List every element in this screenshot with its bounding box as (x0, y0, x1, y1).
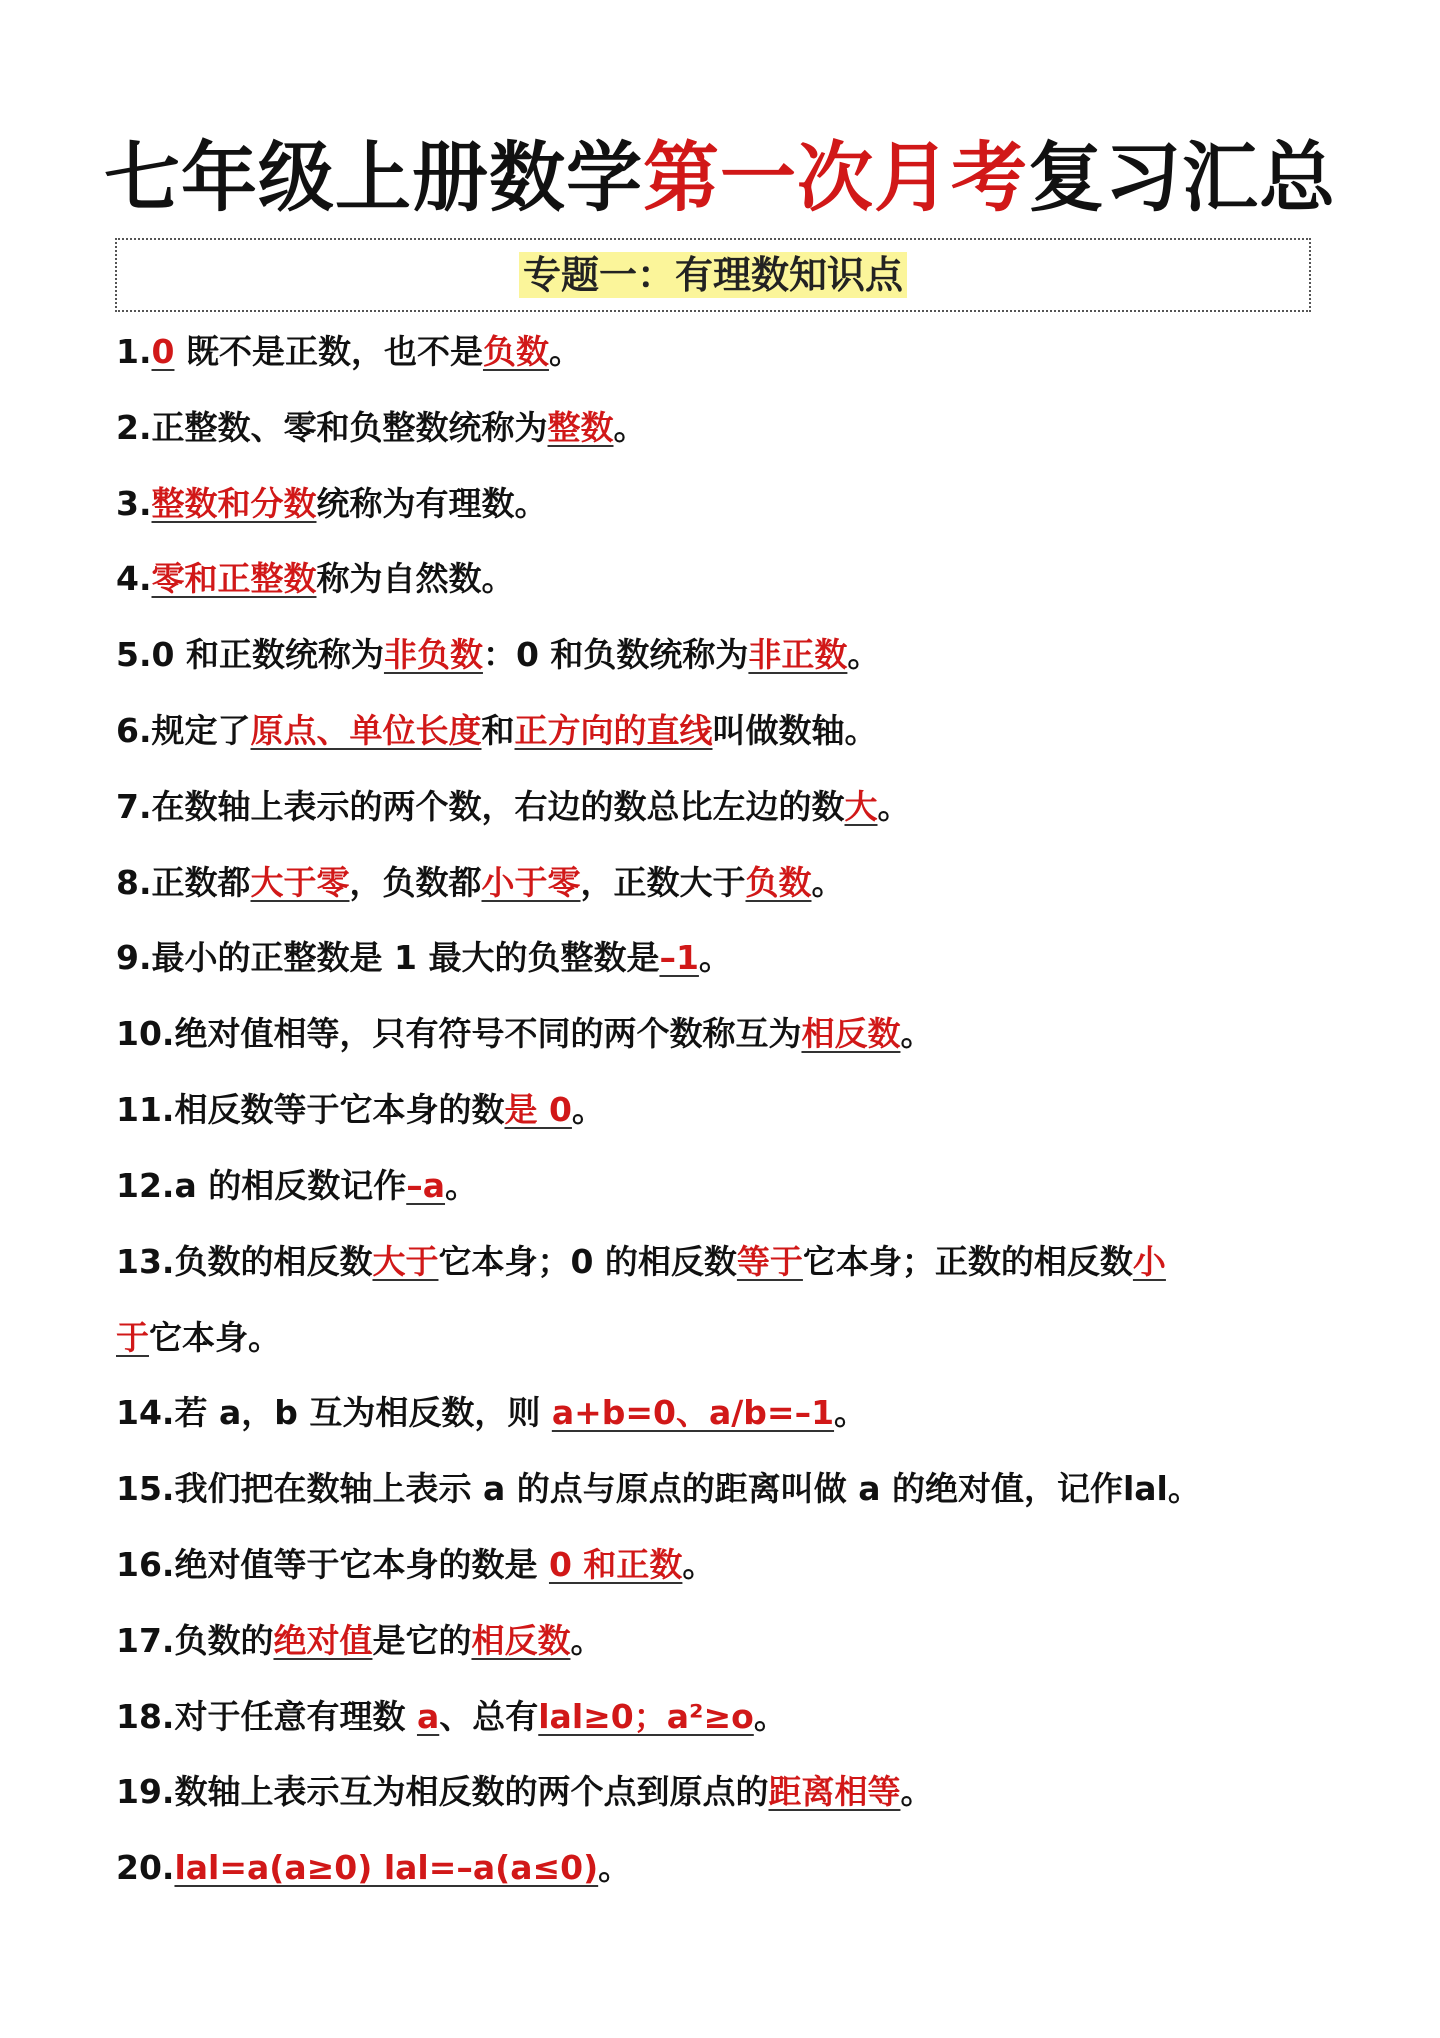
item-text: 相反数等于它本身的数 (174, 1090, 505, 1129)
answer-text: 非负数 (383, 635, 483, 674)
item-text: 和 (481, 711, 515, 750)
item-text: 它本身。 (149, 1318, 281, 1357)
answer-text: 相反数 (801, 1014, 901, 1053)
answer-text: 原点、单位长度 (250, 711, 482, 750)
answer-text: 负数 (745, 863, 812, 902)
knowledge-item (116, 785, 911, 829)
item-number: 10. (116, 1014, 175, 1053)
item-text: 叫做数轴。 (712, 711, 878, 750)
item-text: 。 (847, 635, 881, 674)
item-text: 称为自然数。 (316, 559, 515, 598)
item-text: 正整数、零和负整数统称为 (151, 408, 548, 447)
item-text: 在数轴上表示的两个数，右边的数总比左边的数 (151, 787, 845, 826)
knowledge-item (116, 1391, 867, 1435)
item-number: 13. (116, 1242, 175, 1281)
item-text: 。 (753, 1697, 787, 1736)
item-text: 。 (445, 1166, 479, 1205)
item-number: 12. (116, 1166, 175, 1205)
answer-text: a+b=0、a/b=–1 (551, 1393, 835, 1432)
knowledge-item (116, 1619, 603, 1663)
knowledge-item (116, 557, 515, 601)
knowledge-item (116, 1695, 787, 1739)
item-text: 我们把在数轴上表示 a 的点与原点的距离叫做 a 的绝对值，记作lal。 (174, 1469, 1201, 1508)
knowledge-item (116, 633, 880, 677)
item-text: 、总有 (439, 1697, 539, 1736)
item-text: 它本身；0 的相反数 (438, 1242, 737, 1281)
knowledge-item (116, 1164, 478, 1208)
answer-text: 相反数 (471, 1621, 571, 1660)
item-text: 既不是正数，也不是 (174, 332, 483, 371)
item-text: 。 (900, 1014, 934, 1053)
item-text: 统称为有理数。 (316, 484, 548, 523)
answer-text: –1 (659, 938, 699, 977)
knowledge-item (116, 936, 732, 980)
answer-text: 距离相等 (768, 1772, 901, 1811)
answer-text: 绝对值 (273, 1621, 373, 1660)
answer-text: lal=a(a≥0) lal=–a(a≤0) (174, 1848, 599, 1887)
topic-label: 专题一：有理数知识点 (519, 252, 907, 298)
knowledge-item (116, 482, 548, 526)
item-text: 绝对值等于它本身的数是 (174, 1545, 549, 1584)
item-number: 7. (116, 787, 152, 826)
item-text: 最小的正整数是 1 最大的负整数是 (151, 938, 660, 977)
answer-text: –a (406, 1166, 446, 1205)
knowledge-item (116, 1770, 933, 1814)
answer-text: 于 (116, 1318, 149, 1357)
item-text: ：0 和负数统称为 (482, 635, 749, 674)
answer-text: 是 0 (504, 1090, 572, 1129)
item-number: 20. (116, 1848, 175, 1887)
item-text: 是它的 (372, 1621, 472, 1660)
item-text: 。 (598, 1848, 632, 1887)
item-text: 。 (613, 408, 647, 447)
knowledge-item (116, 1012, 933, 1056)
knowledge-item (116, 330, 582, 374)
knowledge-item (116, 1846, 631, 1890)
item-number: 16. (116, 1545, 175, 1584)
knowledge-item (116, 1316, 281, 1360)
answer-text: 小 (1132, 1242, 1166, 1281)
knowledge-item (116, 861, 845, 905)
item-text: 负数的 (174, 1621, 274, 1660)
answer-text: 负数 (482, 332, 549, 371)
answer-text: lal≥0；a²≥o (538, 1697, 754, 1736)
title-part-2: 第一次月考 (643, 133, 1028, 222)
item-number: 5. (116, 635, 152, 674)
answer-text: a (416, 1697, 440, 1736)
item-number: 17. (116, 1621, 175, 1660)
item-text: 。 (682, 1545, 716, 1584)
item-text: ，负数都 (349, 863, 482, 902)
answer-text: 零和正整数 (151, 559, 317, 598)
item-text: 。 (548, 332, 582, 371)
knowledge-item (116, 1543, 715, 1587)
item-text: a 的相反数记作 (174, 1166, 407, 1205)
item-text: 负数的相反数 (174, 1242, 373, 1281)
knowledge-item (116, 1467, 1201, 1511)
answer-text: 0 (151, 332, 175, 371)
item-text: 。 (698, 938, 732, 977)
item-number: 4. (116, 559, 152, 598)
item-text: 绝对值相等，只有符号不同的两个数称互为 (174, 1014, 802, 1053)
answer-text: 大于零 (250, 863, 350, 902)
title-part-3: 复习汇总 (1028, 133, 1336, 222)
item-number: 2. (116, 408, 152, 447)
item-number: 19. (116, 1772, 175, 1811)
item-number: 6. (116, 711, 152, 750)
answer-text: 小于零 (481, 863, 581, 902)
item-text: 。 (570, 1621, 604, 1660)
item-text: 。 (834, 1393, 868, 1432)
item-number: 1. (116, 332, 152, 371)
item-text: 。 (900, 1772, 934, 1811)
item-text: 。 (811, 863, 845, 902)
item-number: 8. (116, 863, 152, 902)
title-part-1: 七年级上册数学 (104, 133, 643, 222)
knowledge-item (116, 406, 647, 450)
item-text: 它本身；正数的相反数 (802, 1242, 1133, 1281)
answer-text: 大于 (372, 1242, 439, 1281)
item-number: 15. (116, 1469, 175, 1508)
answer-text: 整数 (547, 408, 614, 447)
knowledge-item (116, 709, 878, 753)
topic-box (115, 238, 1311, 312)
answer-text: 等于 (736, 1242, 803, 1281)
item-text: 对于任意有理数 (174, 1697, 417, 1736)
item-text: 。 (571, 1090, 605, 1129)
item-number: 18. (116, 1697, 175, 1736)
answer-text: 正方向的直线 (514, 711, 713, 750)
knowledge-item (116, 1088, 605, 1132)
answer-text: 0 和正数 (548, 1545, 683, 1584)
item-number: 9. (116, 938, 152, 977)
item-text: 。 (877, 787, 911, 826)
item-text: ，正数大于 (580, 863, 746, 902)
item-text: 数轴上表示互为相反数的两个点到原点的 (174, 1772, 769, 1811)
item-text: 若 a，b 互为相反数，则 (174, 1393, 552, 1432)
knowledge-item (116, 1240, 1166, 1284)
item-text: 正数都 (151, 863, 251, 902)
item-text: 规定了 (151, 711, 251, 750)
item-number: 11. (116, 1090, 175, 1129)
item-number: 3. (116, 484, 152, 523)
page-title (0, 128, 1440, 228)
answer-text: 大 (844, 787, 878, 826)
answer-text: 整数和分数 (151, 484, 317, 523)
answer-text: 非正数 (748, 635, 848, 674)
item-text: 0 和正数统称为 (151, 635, 384, 674)
item-number: 14. (116, 1393, 175, 1432)
